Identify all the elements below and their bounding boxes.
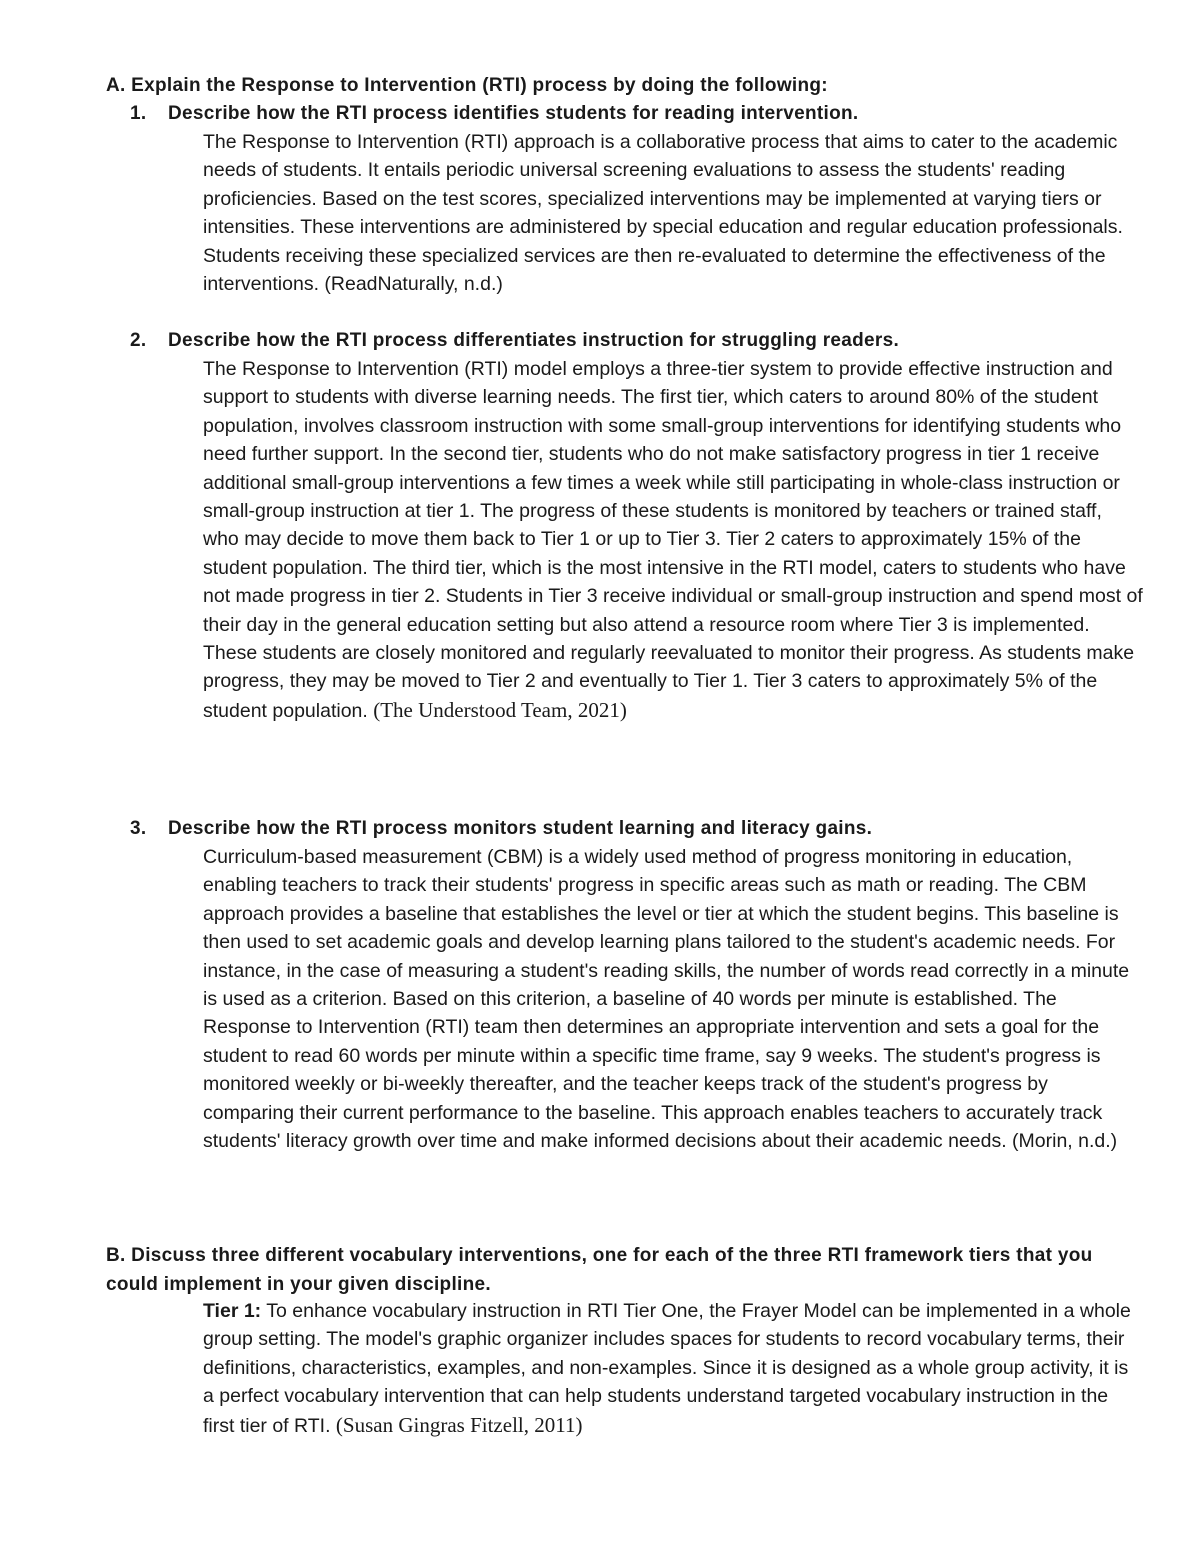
item-2-body-text: The Response to Intervention (RTI) model employs a three-tier system to provide effective instruction and support to students with diverse learning needs. The first tier, which caters to around 80% of the student population, involves classroom instruction with some small-group interventions for identifying students who need further support. In the second tier, students who do not make satisfactory progress in tier 1 receive additional small-group interventions a few times a week while still participating in whole-class instruction or small-group instruction at tier 1. The progress of these students is monitored by teachers or trained staff, who may decide to move them back to Tier 1 or up to Tier 3. Tier 2 caters to approximately 15% of the student population. The third tier, which is the most intensive in the RTI model, caters to students who have not made progress in tier 2. Students in Tier 3 receive individual or small-group instruction and spend most of their day in the general education setting but also attend a resource room where Tier 3 is implemented. These students are closely monitored and regularly reevaluated to monitor their progress. As students make progress, they may be moved to Tier 2 and eventually to Tier 1. Tier 3 caters to approximately 5% of the student population. xyxy=(203,358,1143,722)
section-a-heading: A. Explain the Response to Intervention (RTI) process by doing the following: xyxy=(106,75,828,96)
section-b-heading: B. Discuss three different vocabulary interventions, one for each of the three RTI framework tiers that you could implement in your given discipline. xyxy=(106,1245,1093,1295)
item-2-citation: (The Understood Team, 2021) xyxy=(373,697,627,722)
tier-1-body: To enhance vocabulary instruction in RTI Tier One, the Frayer Model can be implemented in a whole group setting. The model's graphic organizer includes spaces for students to record vocabulary terms, their definitions, characteristics, examples, and non-examples. Since it is designed as a whole group activity, it is a perfect vocabulary intervention that can help students understand targeted vocabulary instruction in the first tier of RTI. xyxy=(203,1300,1131,1437)
item-2-number: 2. xyxy=(130,330,147,351)
item-2-heading xyxy=(130,327,899,355)
item-1-number: 1. xyxy=(130,103,147,124)
item-1-title: Describe how the RTI process identifies students for reading intervention. xyxy=(168,103,859,124)
item-2-title: Describe how the RTI process differentiates instruction for struggling readers. xyxy=(168,330,900,351)
item-3-heading xyxy=(130,815,872,843)
item-2-body xyxy=(203,355,1143,725)
item-3-title: Describe how the RTI process monitors student learning and literacy gains. xyxy=(168,818,873,839)
item-3-number: 3. xyxy=(130,818,147,839)
item-1-heading xyxy=(130,100,858,128)
tier-1-label: Tier 1: xyxy=(203,1300,262,1322)
item-1-body: The Response to Intervention (RTI) approach is a collaborative process that aims to cater to the academic needs of students. It entails periodic universal screening evaluations to assess the students' reading proficiencies. Based on the test scores, specialized interventions may be implemented at varying tiers or intensities. These interventions are administered by special education and regular education professionals. Students receiving these specialized services are then re-evaluated to determine the effectiveness of the interventions. (ReadNaturally, n.d.) xyxy=(203,131,1123,296)
tier-1-paragraph xyxy=(203,1297,1143,1440)
tier-1-citation: (Susan Gingras Fitzell, 2011) xyxy=(335,1412,583,1437)
item-3-body: Curriculum-based measurement (CBM) is a widely used method of progress monitoring in education, enabling teachers to track their students' progress in specific areas such as math or reading. The CBM approach provides a baseline that establishes the level or tier at which the student begins. This baseline is then used to set academic goals and develop learning plans tailored to the student's academic needs. For instance, in the case of measuring a student's reading skills, the number of words read correctly in a minute is used as a criterion. Based on this criterion, a baseline of 40 words per minute is established. The Response to Intervention (RTI) team then determines an appropriate intervention and sets a goal for the student to read 60 words per minute within a specific time frame, say 9 weeks. The student's progress is monitored weekly or bi-weekly thereafter, and the teacher keeps track of the student's progress by comparing their current performance to the baseline. This approach enables teachers to accurately track students' literacy growth over time and make informed decisions about their academic needs. (Morin, n.d.) xyxy=(203,846,1130,1153)
